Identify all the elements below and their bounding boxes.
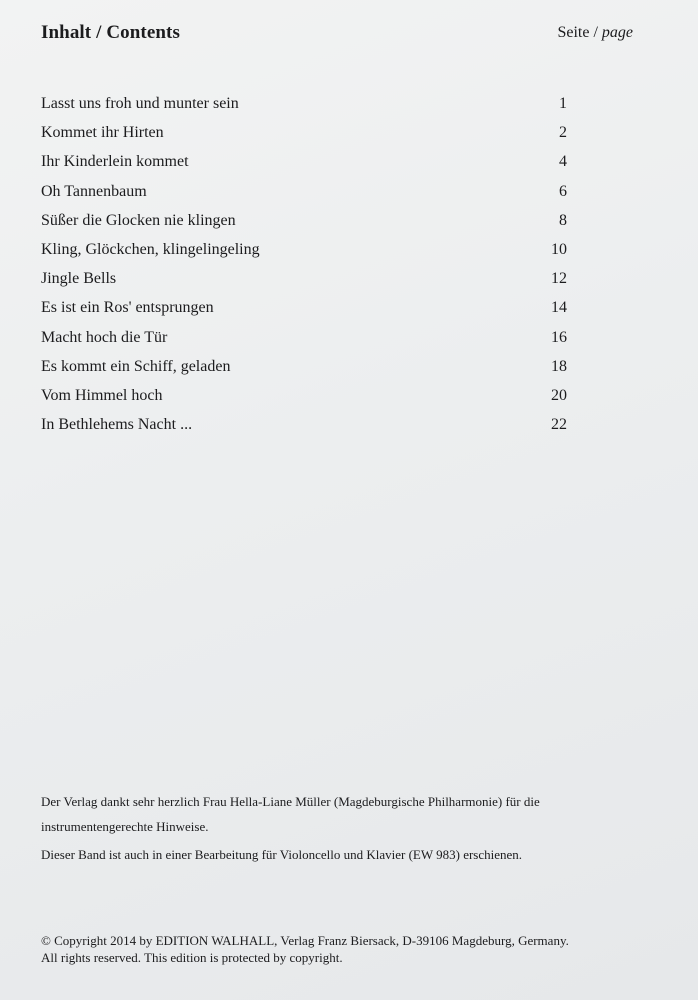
toc-entry — [41, 150, 571, 179]
toc-entry-title: Macht hoch die Tür — [41, 328, 168, 346]
publisher-notes — [41, 794, 651, 863]
toc-header — [41, 22, 635, 48]
toc-entry-title: Ihr Kinderlein kommet — [41, 153, 189, 171]
toc-entry-title: Kommet ihr Hirten — [41, 124, 164, 142]
toc-entry-page: 8 — [559, 211, 567, 229]
toc-entry — [41, 238, 571, 267]
toc-entry-page: 1 — [559, 95, 567, 112]
table-of-contents — [41, 92, 571, 442]
toc-entry — [41, 92, 571, 121]
acknowledgement-line-2: instrumentengerechte Hinweise. — [41, 819, 209, 834]
toc-entry-title: Vom Himmel hoch — [41, 386, 163, 404]
toc-entry — [41, 355, 571, 384]
toc-entry-title: Jingle Bells — [41, 270, 117, 288]
toc-entry — [41, 384, 571, 413]
toc-entry — [41, 209, 571, 238]
copyright-line-2: All rights reserved. This edition is protected by copyright. — [41, 950, 343, 965]
toc-entry-title: Lasst uns froh und munter sein — [41, 95, 239, 112]
page-label-en: page — [601, 24, 633, 41]
toc-entry-page: 6 — [559, 182, 567, 200]
page-title: Inhalt / Contents — [41, 22, 180, 43]
acknowledgement-line-1: Der Verlag dankt sehr herzlich Frau Hella-Liane Müller (Magdeburgische Philharmonie) für die — [41, 794, 540, 809]
toc-entry — [41, 267, 571, 296]
toc-entry — [41, 326, 571, 355]
toc-entry-page: 14 — [551, 299, 567, 317]
toc-entry — [41, 296, 571, 325]
toc-entry-page: 22 — [551, 416, 567, 434]
page-column-heading — [557, 24, 633, 42]
toc-entry-page: 10 — [551, 240, 567, 258]
toc-entry-page: 16 — [551, 328, 567, 346]
copyright-notice — [41, 932, 661, 966]
toc-entry — [41, 180, 571, 209]
toc-entry-page: 20 — [551, 386, 567, 404]
toc-entry-page: 2 — [559, 124, 567, 142]
toc-entry-title: Kling, Glöckchen, klingelingeling — [41, 240, 260, 258]
toc-entry-title: Süßer die Glocken nie klingen — [41, 211, 236, 229]
toc-entry-title: Oh Tannenbaum — [41, 182, 147, 200]
copyright-line-1: © Copyright 2014 by EDITION WALHALL, Verlag Franz Biersack, D-39106 Magdeburg, Germany. — [41, 933, 569, 948]
toc-entry — [41, 413, 571, 442]
toc-entry-title: Es kommt ein Schiff, geladen — [41, 357, 231, 375]
edition-note: Dieser Band ist auch in einer Bearbeitung für Violoncello und Klavier (EW 983) erschienen. — [41, 847, 523, 862]
toc-entry-page: 12 — [551, 270, 567, 288]
toc-entry-title: Es ist ein Ros' entsprungen — [41, 299, 214, 317]
toc-entry-title: In Bethlehems Nacht ... — [41, 416, 193, 434]
toc-entry-page: 18 — [551, 357, 567, 375]
page-label-de: Seite / — [557, 24, 598, 41]
toc-entry — [41, 121, 571, 150]
toc-entry-page: 4 — [559, 153, 567, 171]
